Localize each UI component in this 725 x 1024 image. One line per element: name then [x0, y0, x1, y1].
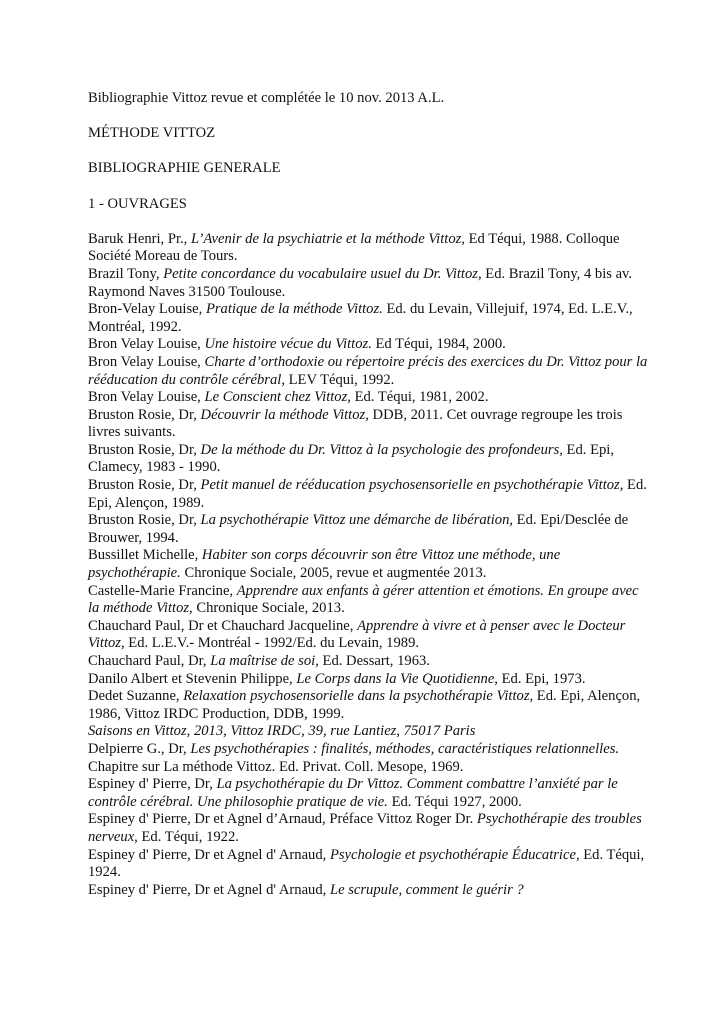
bibliography-entry — [88, 741, 648, 776]
entry-text: Bruston Rosie, Dr, — [88, 512, 201, 529]
entry-text: Ed. Epi, Alençon, 1986, Vittoz IRDC Production, DDB, 1999. — [88, 688, 641, 722]
entry-text: Chauchard Paul, Dr, — [88, 653, 211, 669]
entry-text: Ed. Epi, 1973. — [497, 670, 586, 687]
bibliography-entry — [88, 389, 648, 407]
entry-text: Espiney d' Pierre, Dr et Agnel d’Arnaud, Préface Vittoz Roger Dr. — [88, 811, 477, 828]
entry-text: Dedet Suzanne, — [88, 688, 184, 705]
bibliography-entry — [88, 776, 648, 811]
entry-title-text: Le Corps dans la Vie Quotidienne, — [296, 670, 498, 687]
entry-title-text: Psychothérapie des troubles nerveux, — [88, 811, 642, 845]
bibliography-entry — [88, 442, 648, 477]
bibliography-entry — [88, 583, 648, 618]
entry-text: Ed Téqui, 1988. Colloque Société Moreau de Tours. — [88, 230, 620, 265]
entry-text: DDB, 2011. Cet ouvrage regroupe les trois livres suivants. — [88, 406, 623, 441]
entry-text: Ed. Epi/Desclée de Brouwer, 1994. — [88, 512, 629, 546]
entry-text: Ed. Brazil Tony, 4 bis av. Raymond Naves 31500 Toulouse. — [88, 265, 633, 300]
bibliography-entry — [88, 512, 648, 547]
entry-text: LEV Téqui, 1992. — [284, 371, 395, 388]
document-page — [88, 90, 648, 899]
document-heading: Bibliographie Vittoz revue et complétée le 10 nov. 2013 A.L. — [88, 90, 445, 106]
entry-title-text: Psychologie et psychothérapie Éducatrice, — [329, 846, 580, 863]
entry-text: Ed. Téqui, 1924. — [88, 846, 645, 881]
entry-text: Bruston Rosie, Dr, — [88, 477, 201, 494]
bibliography-entry — [88, 653, 648, 671]
entry-text: Ed. Téqui 1927, 2000. — [387, 793, 522, 810]
entry-title-text: Petit manuel de rééducation psychosensorielle en psychothérapie Vittoz, — [200, 477, 624, 494]
entry-title-text: Relaxation psychosensorielle dans la psychothérapie Vittoz, — [183, 688, 534, 705]
entry-text: Ed. Epi, Alençon, 1989. — [88, 477, 647, 511]
entry-text: Espiney d' Pierre, Dr et Agnel d' Arnaud, — [88, 881, 330, 898]
entry-text: Ed. Téqui, 1981, 2002. — [350, 389, 489, 406]
entry-title-text: Une histoire vécue du Vittoz. — [204, 336, 372, 353]
entry-text: Delpierre G., Dr, — [88, 740, 191, 757]
entry-text: Baruk Henri, Pr., — [88, 230, 191, 247]
entry-title-text: Les psychothérapies : finalités, méthodes, caractéristiques relationnelles. — [190, 740, 620, 757]
bibliography-entry — [88, 847, 648, 882]
entry-text: Bruston Rosie, Dr, — [88, 441, 201, 458]
entry-title-text: Habiter son corps découvrir son être Vittoz une méthode, une psychothérapie. — [88, 547, 561, 582]
entry-text: Bussillet Michelle, — [88, 547, 202, 564]
entry-title-text: La maîtrise de soi, — [210, 653, 319, 669]
entry-title-text: Petite concordance du vocabulaire usuel du Dr. Vittoz, — [163, 265, 482, 282]
entry-text: Ed. Dessart, 1963. — [318, 653, 430, 669]
entry-text: Ed. Epi, Clamecy, 1983 - 1990. — [88, 441, 614, 476]
entry-text: Brazil Tony, — [88, 265, 164, 282]
entry-title-text: Découvrir la méthode Vittoz, — [200, 406, 369, 423]
entry-text: Bron Velay Louise, — [88, 353, 205, 370]
bibliography-entry — [88, 354, 648, 389]
entry-title-text: Apprendre à vivre et à penser avec le Docteur Vittoz, — [88, 617, 626, 652]
entry-text: Chronique Sociale, 2013. — [192, 600, 345, 617]
entry-text: Ed Téqui, 1984, 2000. — [371, 336, 506, 353]
entry-title-text: Apprendre aux enfants à gérer attention et émotions. En groupe avec la méthode Vittoz, — [88, 582, 639, 617]
entry-title-text: Le Conscient chez Vittoz, — [204, 389, 351, 406]
entry-text: Chapitre sur La méthode Vittoz. Ed. Privat. Coll. Mesope, 1969. — [88, 758, 464, 775]
bibliography-entry — [88, 723, 648, 741]
bibliography-entry — [88, 688, 648, 723]
entry-text: Castelle-Marie Francine, — [88, 582, 237, 599]
entry-text: Bron Velay Louise, — [88, 336, 205, 353]
entry-title-text: Charte d’orthodoxie ou répertoire précis des exercices du Dr. Vittoz pour la rééducation du contrôle cérébral, — [88, 353, 648, 388]
entry-title-text: De la méthode du Dr. Vittoz à la psychologie des profondeurs, — [200, 441, 563, 458]
entry-text: Bron Velay Louise, — [88, 389, 205, 406]
entry-text: Ed. L.E.V.- Montréal - 1992/Ed. du Levain, 1989. — [124, 635, 420, 652]
bibliography-entry — [88, 231, 648, 266]
entry-title-text: Le scrupule, comment le guérir ? — [329, 881, 524, 898]
entry-text: Espiney d' Pierre, Dr, — [88, 776, 217, 793]
entry-title-text: Saisons en Vittoz, 2013, Vittoz IRDC, 39, rue Lantiez, 75017 Paris — [88, 723, 476, 740]
entry-text: Ed. Téqui, 1922. — [137, 828, 239, 845]
bibliography-entry — [88, 618, 648, 653]
entry-text: Espiney d' Pierre, Dr et Agnel d' Arnaud, — [88, 846, 330, 863]
bibliography-list — [88, 231, 648, 900]
entry-text: Chronique Sociale, 2005, revue et augmentée 2013. — [180, 565, 487, 582]
entry-text: Chauchard Paul, Dr et Chauchard Jacqueline, — [88, 617, 358, 634]
bibliography-entry — [88, 671, 648, 689]
bibliography-entry — [88, 336, 648, 354]
bibliography-entry — [88, 547, 648, 582]
entry-text: Bron-Velay Louise, — [88, 301, 206, 318]
bibliography-entry — [88, 301, 648, 336]
section-title: BIBLIOGRAPHIE GENERALE — [88, 160, 281, 177]
entry-title-text: La psychothérapie du Dr Vittoz. Comment combattre l’anxiété par le contrôle cérébral. Une philosophie pratique de vie. — [88, 776, 618, 810]
method-title: MÉTHODE VITTOZ — [88, 125, 216, 142]
subsection-title: 1 - OUVRAGES — [88, 195, 187, 212]
bibliography-entry — [88, 811, 648, 846]
entry-text: Ed. du Levain, Villejuif, 1974, Ed. L.E.V., Montréal, 1992. — [88, 301, 633, 335]
entry-title-text: L’Avenir de la psychiatrie et la méthode Vittoz, — [190, 230, 465, 247]
entry-title-text: La psychothérapie Vittoz une démarche de libération, — [200, 512, 514, 529]
bibliography-entry — [88, 407, 648, 442]
bibliography-entry — [88, 266, 648, 301]
bibliography-entry — [88, 477, 648, 512]
entry-text: Bruston Rosie, Dr, — [88, 406, 201, 423]
bibliography-entry — [88, 882, 648, 900]
entry-text: Danilo Albert et Stevenin Philippe, — [88, 670, 297, 687]
entry-title-text: Pratique de la méthode Vittoz. — [205, 301, 383, 318]
